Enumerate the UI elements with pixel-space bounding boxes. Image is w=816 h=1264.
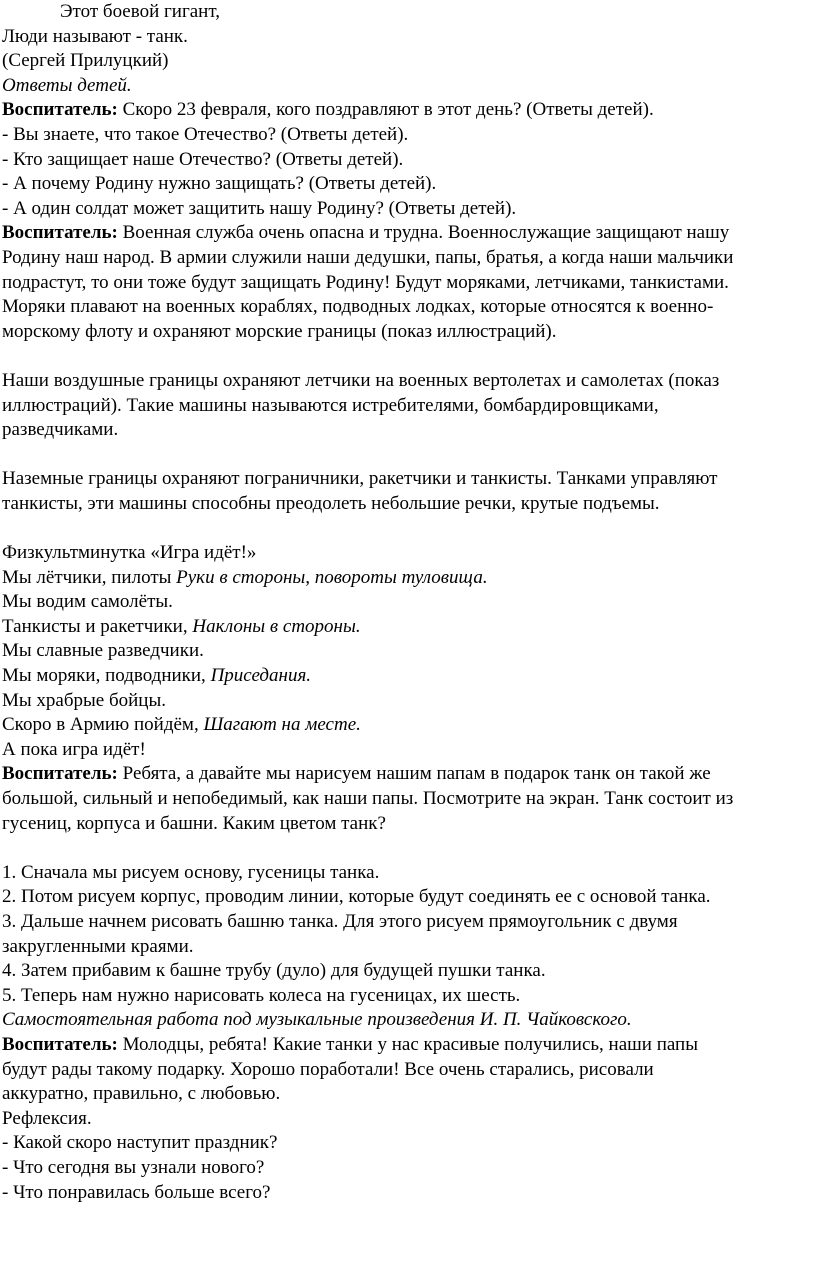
speaker-label: Воспитатель: [2,222,118,244]
answers-note-text: Ответы детей. [2,74,132,96]
document-page [2,0,810,1205]
spacer [2,344,810,369]
game-line-8: А пока игра идёт! [2,738,146,760]
drawing-intro-line-1 [2,762,810,787]
military-service-text-1: Военная служба очень опасна и трудна. Военнослужащие защищают нашу [122,222,730,244]
game-line-7-action: Шагают на месте. [203,714,361,736]
game-line-6: Мы храбрые бойцы. [2,689,166,711]
military-service-line-4: Моряки плавают на военных кораблях, подводных лодках, которые относятся к военно- [2,296,714,318]
reflection-question-3: - Что понравилась больше всего? [2,1181,271,1203]
step-3-line-1: 3. Дальше начнем рисовать башню танка. Для этого рисуем прямоугольник с двумя [2,910,678,932]
question-3: - А почему Родину нужно защищать? (Ответы детей). [2,173,437,195]
step-2: 2. Потом рисуем корпус, проводим линии, которые будут соединять ее с основой танка. [2,886,711,908]
game-line-1-action: Руки в стороны, повороты туловища. [176,566,488,588]
spacer [2,443,810,468]
praise-line-2: будут рады такому подарку. Хорошо поработали! Все очень старались, рисовали [2,1058,654,1080]
game-line-1 [2,566,810,591]
drawing-intro-line-2: большой, сильный и непобедимый, как наши папы. Посмотрите на экран. Танк состоит из [2,788,734,809]
military-service-line-1 [2,221,810,246]
air-borders-line-3: разведчиками. [2,419,119,441]
spacer [2,516,810,541]
independent-work [2,1008,810,1033]
answers-note [2,74,810,99]
ground-borders-line-2: танкисты, эти машины способны преодолеть небольшие речки, крутые подъемы. [2,492,660,514]
speaker-label: Воспитатель: [2,763,118,785]
poem-line-2: Люди называют - танк. [2,25,188,47]
drawing-intro-text-1: Ребята, а давайте мы нарисуем нашим папам в подарок танк он такой же [122,763,711,785]
game-line-5-text: Мы моряки, подводники, [2,665,211,687]
praise-line-3: аккуратно, правильно, с любовью. [2,1083,281,1105]
ground-borders-line-1: Наземные границы охраняют пограничники, ракетчики и танкисты. Танками управляют [2,468,718,490]
spacer [2,836,810,861]
poem-author: (Сергей Прилуцкий) [2,50,169,72]
praise-line-1 [2,1033,810,1058]
question-1: - Вы знаете, что такое Отечество? (Ответы детей). [2,123,409,145]
game-line-3-text: Танкисты и ракетчики, [2,615,193,637]
step-3-line-2: закругленными краями. [2,935,194,957]
military-service-line-2: Родину наш народ. В армии служили наши дедушки, папы, братья, а когда наши мальчики [2,246,734,268]
praise-text-1: Молодцы, ребята! Какие танки у нас красивые получились, наши папы [122,1033,698,1055]
game-line-3 [2,615,810,640]
step-5: 5. Теперь нам нужно нарисовать колеса на гусеницах, их шесть. [2,984,521,1006]
step-1: 1. Сначала мы рисуем основу, гусеницы танка. [2,861,380,883]
drawing-intro-line-3: гусениц, корпуса и башни. Каким цветом танк? [2,812,386,834]
speaker-label: Воспитатель: [2,99,118,121]
game-title: Физкультминутка «Игра идёт!» [2,542,257,564]
game-line-1-text: Мы лётчики, пилоты [2,566,177,588]
game-line-5 [2,664,810,689]
teacher-question-text: Скоро 23 февраля, кого поздравляют в этот день? (Ответы детей). [122,99,654,121]
question-2: - Кто защищает наше Отечество? (Ответы детей). [2,148,404,170]
military-service-line-3: подрастут, то они тоже будут защищать Родину! Будут моряками, летчиками, танкистами. [2,271,729,293]
game-line-5-action: Приседания. [210,665,312,687]
question-4: - А один солдат может защитить нашу Родину? (Ответы детей). [2,197,517,219]
military-service-line-5: морскому флоту и охраняют морские границы (показ иллюстраций). [2,320,557,342]
game-line-7-text: Скоро в Армию пойдём, [2,714,204,736]
reflection-question-1: - Какой скоро наступит праздник? [2,1132,278,1154]
air-borders-line-1: Наши воздушные границы охраняют летчики на военных вертолетах и самолетах (показ [2,369,720,391]
poem-line-1: Этот боевой гигант, [60,1,220,22]
reflection-title: Рефлексия. [2,1107,92,1129]
independent-work-text: Самостоятельная работа под музыкальные произведения И. П. Чайковского. [2,1009,632,1031]
game-line-7 [2,713,810,738]
game-line-2: Мы водим самолёты. [2,591,173,613]
game-line-3-action: Наклоны в стороны. [192,615,361,637]
air-borders-line-2: иллюстраций). Такие машины называются истребителями, бомбардировщиками, [2,394,659,416]
speaker-label: Воспитатель: [2,1033,118,1055]
step-4: 4. Затем прибавим к башне трубу (дуло) для будущей пушки танка. [2,960,546,982]
teacher-question-line [2,98,810,123]
game-line-4: Мы славные разведчики. [2,640,204,662]
reflection-question-2: - Что сегодня вы узнали нового? [2,1156,265,1178]
